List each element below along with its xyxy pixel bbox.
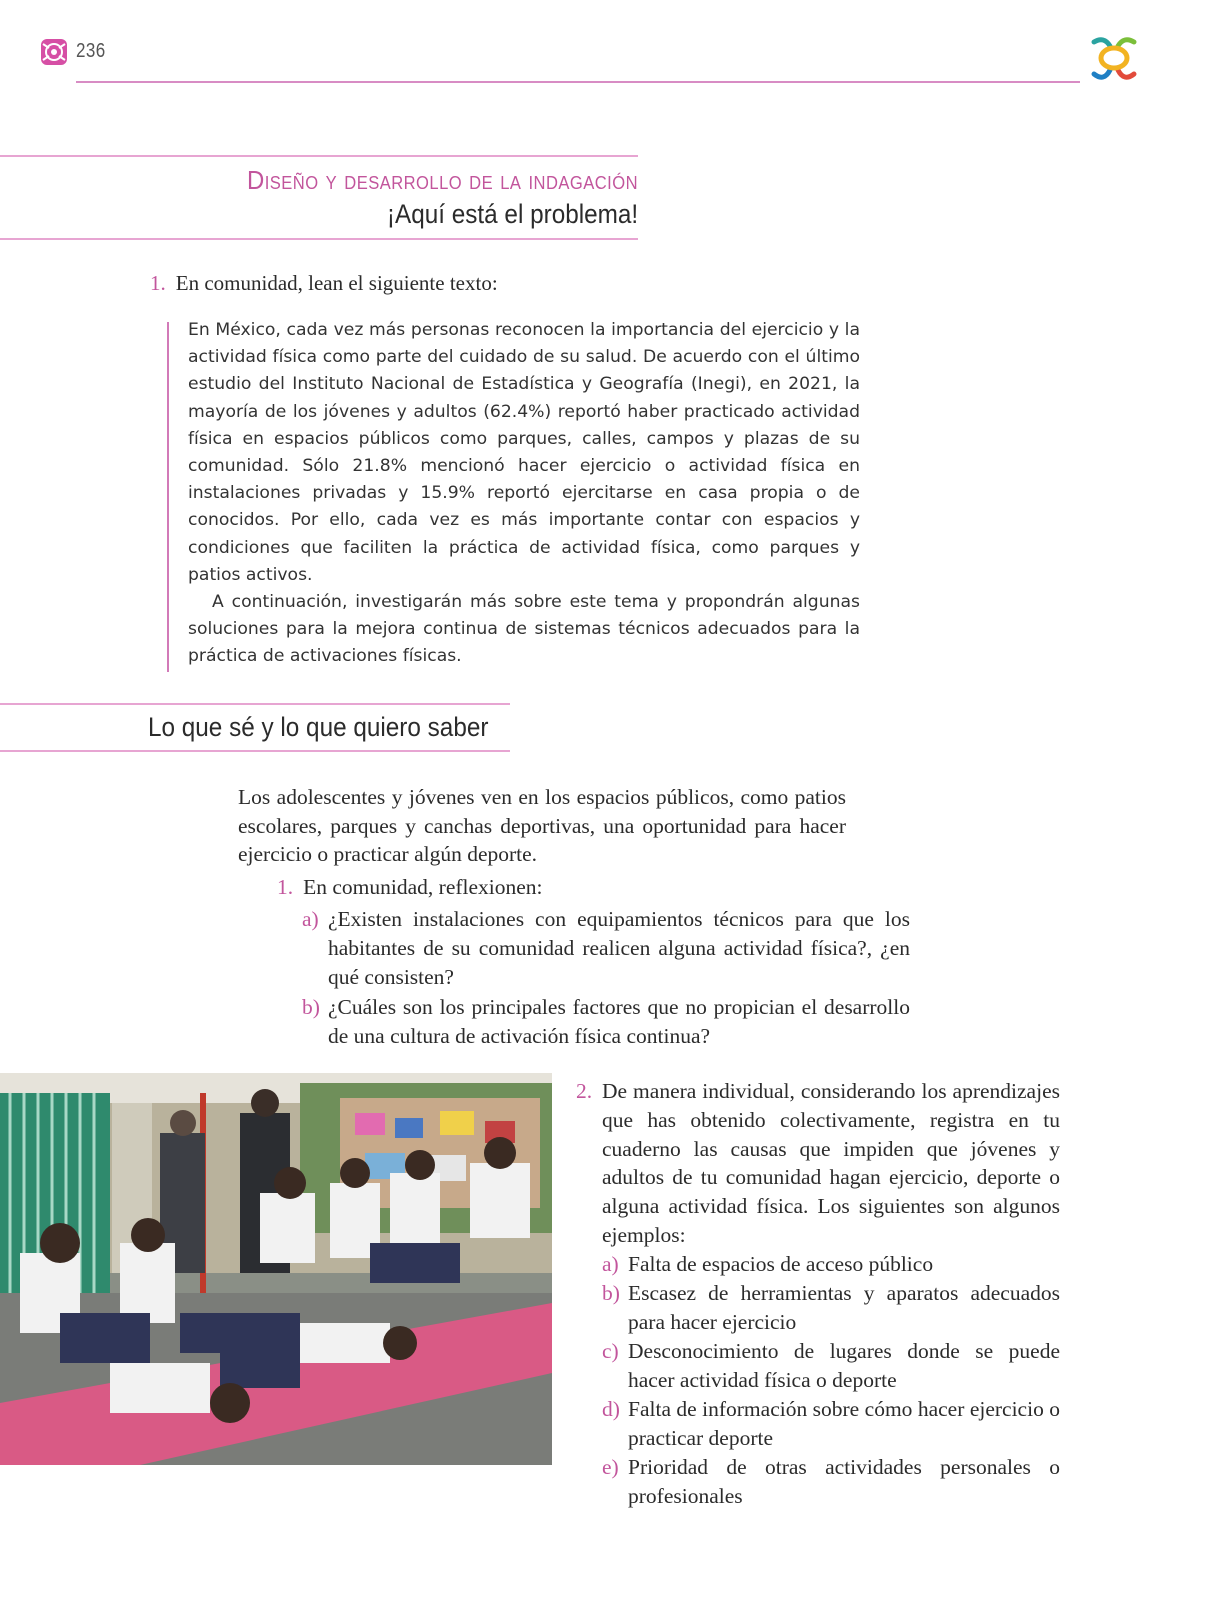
question-text: ¿Cuáles son los principales factores que no propician el desarrollo de una cultura de activación física continua? bbox=[328, 995, 910, 1048]
item-number: 2. bbox=[576, 1079, 593, 1103]
aztec-glyph-icon bbox=[40, 38, 68, 66]
example-item bbox=[602, 1453, 1060, 1511]
example-text: Escasez de herramientas y aparatos adecuados para hacer ejercicio bbox=[628, 1281, 1060, 1334]
example-label: a) bbox=[602, 1252, 619, 1276]
item-text: En comunidad, lean el siguiente texto: bbox=[175, 271, 498, 295]
section-title: Lo que sé y lo que quiero saber bbox=[148, 712, 489, 742]
example-text: Falta de espacios de acceso público bbox=[628, 1252, 934, 1276]
question-item bbox=[302, 905, 910, 991]
activity-item bbox=[576, 1077, 1060, 1250]
example-label: e) bbox=[602, 1455, 619, 1479]
example-text: Prioridad de otras actividades personales o profesionales bbox=[628, 1455, 1060, 1508]
reading-paragraph: En México, cada vez más personas reconocen la importancia del ejercicio y la actividad física como parte del cuidado de su salud. De acuerdo con el último estudio del Instituto Nacional de Estadística y Geografía (Inegi), en 2021, la mayoría de los jóvenes y adultos (62.4%) reportó haber practicado actividad física en espacios públicos como parques, calles, campos y plazas de su comunidad. Sólo 21.8% mencionó hacer ejercicio o actividad física en instalaciones privadas y 15.9% reportó ejercitarse en casa propia o de conocidos. Por ello, cada vez es más importante contar con espacios y condiciones que faciliten la práctica de actividad física, como parques y patios activos. bbox=[188, 320, 860, 585]
students-exercising-photo bbox=[0, 1073, 552, 1465]
item-text: En comunidad, reflexionen: bbox=[303, 875, 543, 899]
section-rule-top bbox=[0, 155, 638, 157]
example-item bbox=[602, 1395, 1060, 1453]
activity-item bbox=[150, 271, 498, 296]
section-title: Diseño y desarrollo de la indagación bbox=[247, 165, 638, 195]
example-text: Falta de información sobre cómo hacer ejercicio o practicar deporte bbox=[628, 1397, 1060, 1450]
section-subtitle: ¡Aquí está el problema! bbox=[386, 199, 638, 229]
intro-paragraph: Los adolescentes y jóvenes ven en los espacios públicos, como patios escolares, parques y canchas deportivas, una oportunidad para hacer ejercicio o practicar algún deporte. bbox=[238, 785, 846, 866]
section-rule-top bbox=[0, 703, 510, 705]
example-label: c) bbox=[602, 1339, 619, 1363]
reading-accent-bar bbox=[167, 322, 169, 672]
question-label: b) bbox=[302, 995, 320, 1019]
example-item bbox=[602, 1279, 1060, 1337]
activity-item bbox=[277, 875, 543, 900]
example-text: Desconocimiento de lugares donde se puede hacer actividad física o deporte bbox=[628, 1339, 1060, 1392]
page-header bbox=[0, 0, 1214, 90]
item-text: De manera individual, considerando los aprendizajes que has obtenido colectivamente, registra en tu cuaderno las causas que impiden que jóvenes y adultos de tu comunidad hagan ejercicio, deporte o alguna actividad física. Los siguientes son algunos ejemplos: bbox=[602, 1079, 1060, 1247]
reading-paragraph: A continuación, investigarán más sobre este tema y propondrán algunas soluciones para la mejora continua de sistemas técnicos adecuados para la práctica de activaciones físicas. bbox=[188, 592, 860, 667]
colorful-interlocking-logo-icon bbox=[1086, 32, 1142, 88]
header-divider bbox=[76, 81, 1080, 83]
example-item bbox=[602, 1250, 1060, 1279]
example-item bbox=[602, 1337, 1060, 1395]
question-label: a) bbox=[302, 907, 319, 931]
example-label: b) bbox=[602, 1281, 620, 1305]
question-text: ¿Existen instalaciones con equipamientos técnicos para que los habitantes de su comunidad realicen alguna actividad física?, ¿en qué consisten? bbox=[328, 907, 910, 989]
section-rule-bottom bbox=[0, 750, 510, 752]
example-label: d) bbox=[602, 1397, 620, 1421]
section-rule-bottom bbox=[0, 238, 638, 240]
item-number: 1. bbox=[150, 271, 166, 295]
question-item bbox=[302, 993, 910, 1051]
page-number: 236 bbox=[76, 40, 106, 62]
reading-passage bbox=[188, 317, 860, 671]
item-number: 1. bbox=[277, 875, 294, 899]
